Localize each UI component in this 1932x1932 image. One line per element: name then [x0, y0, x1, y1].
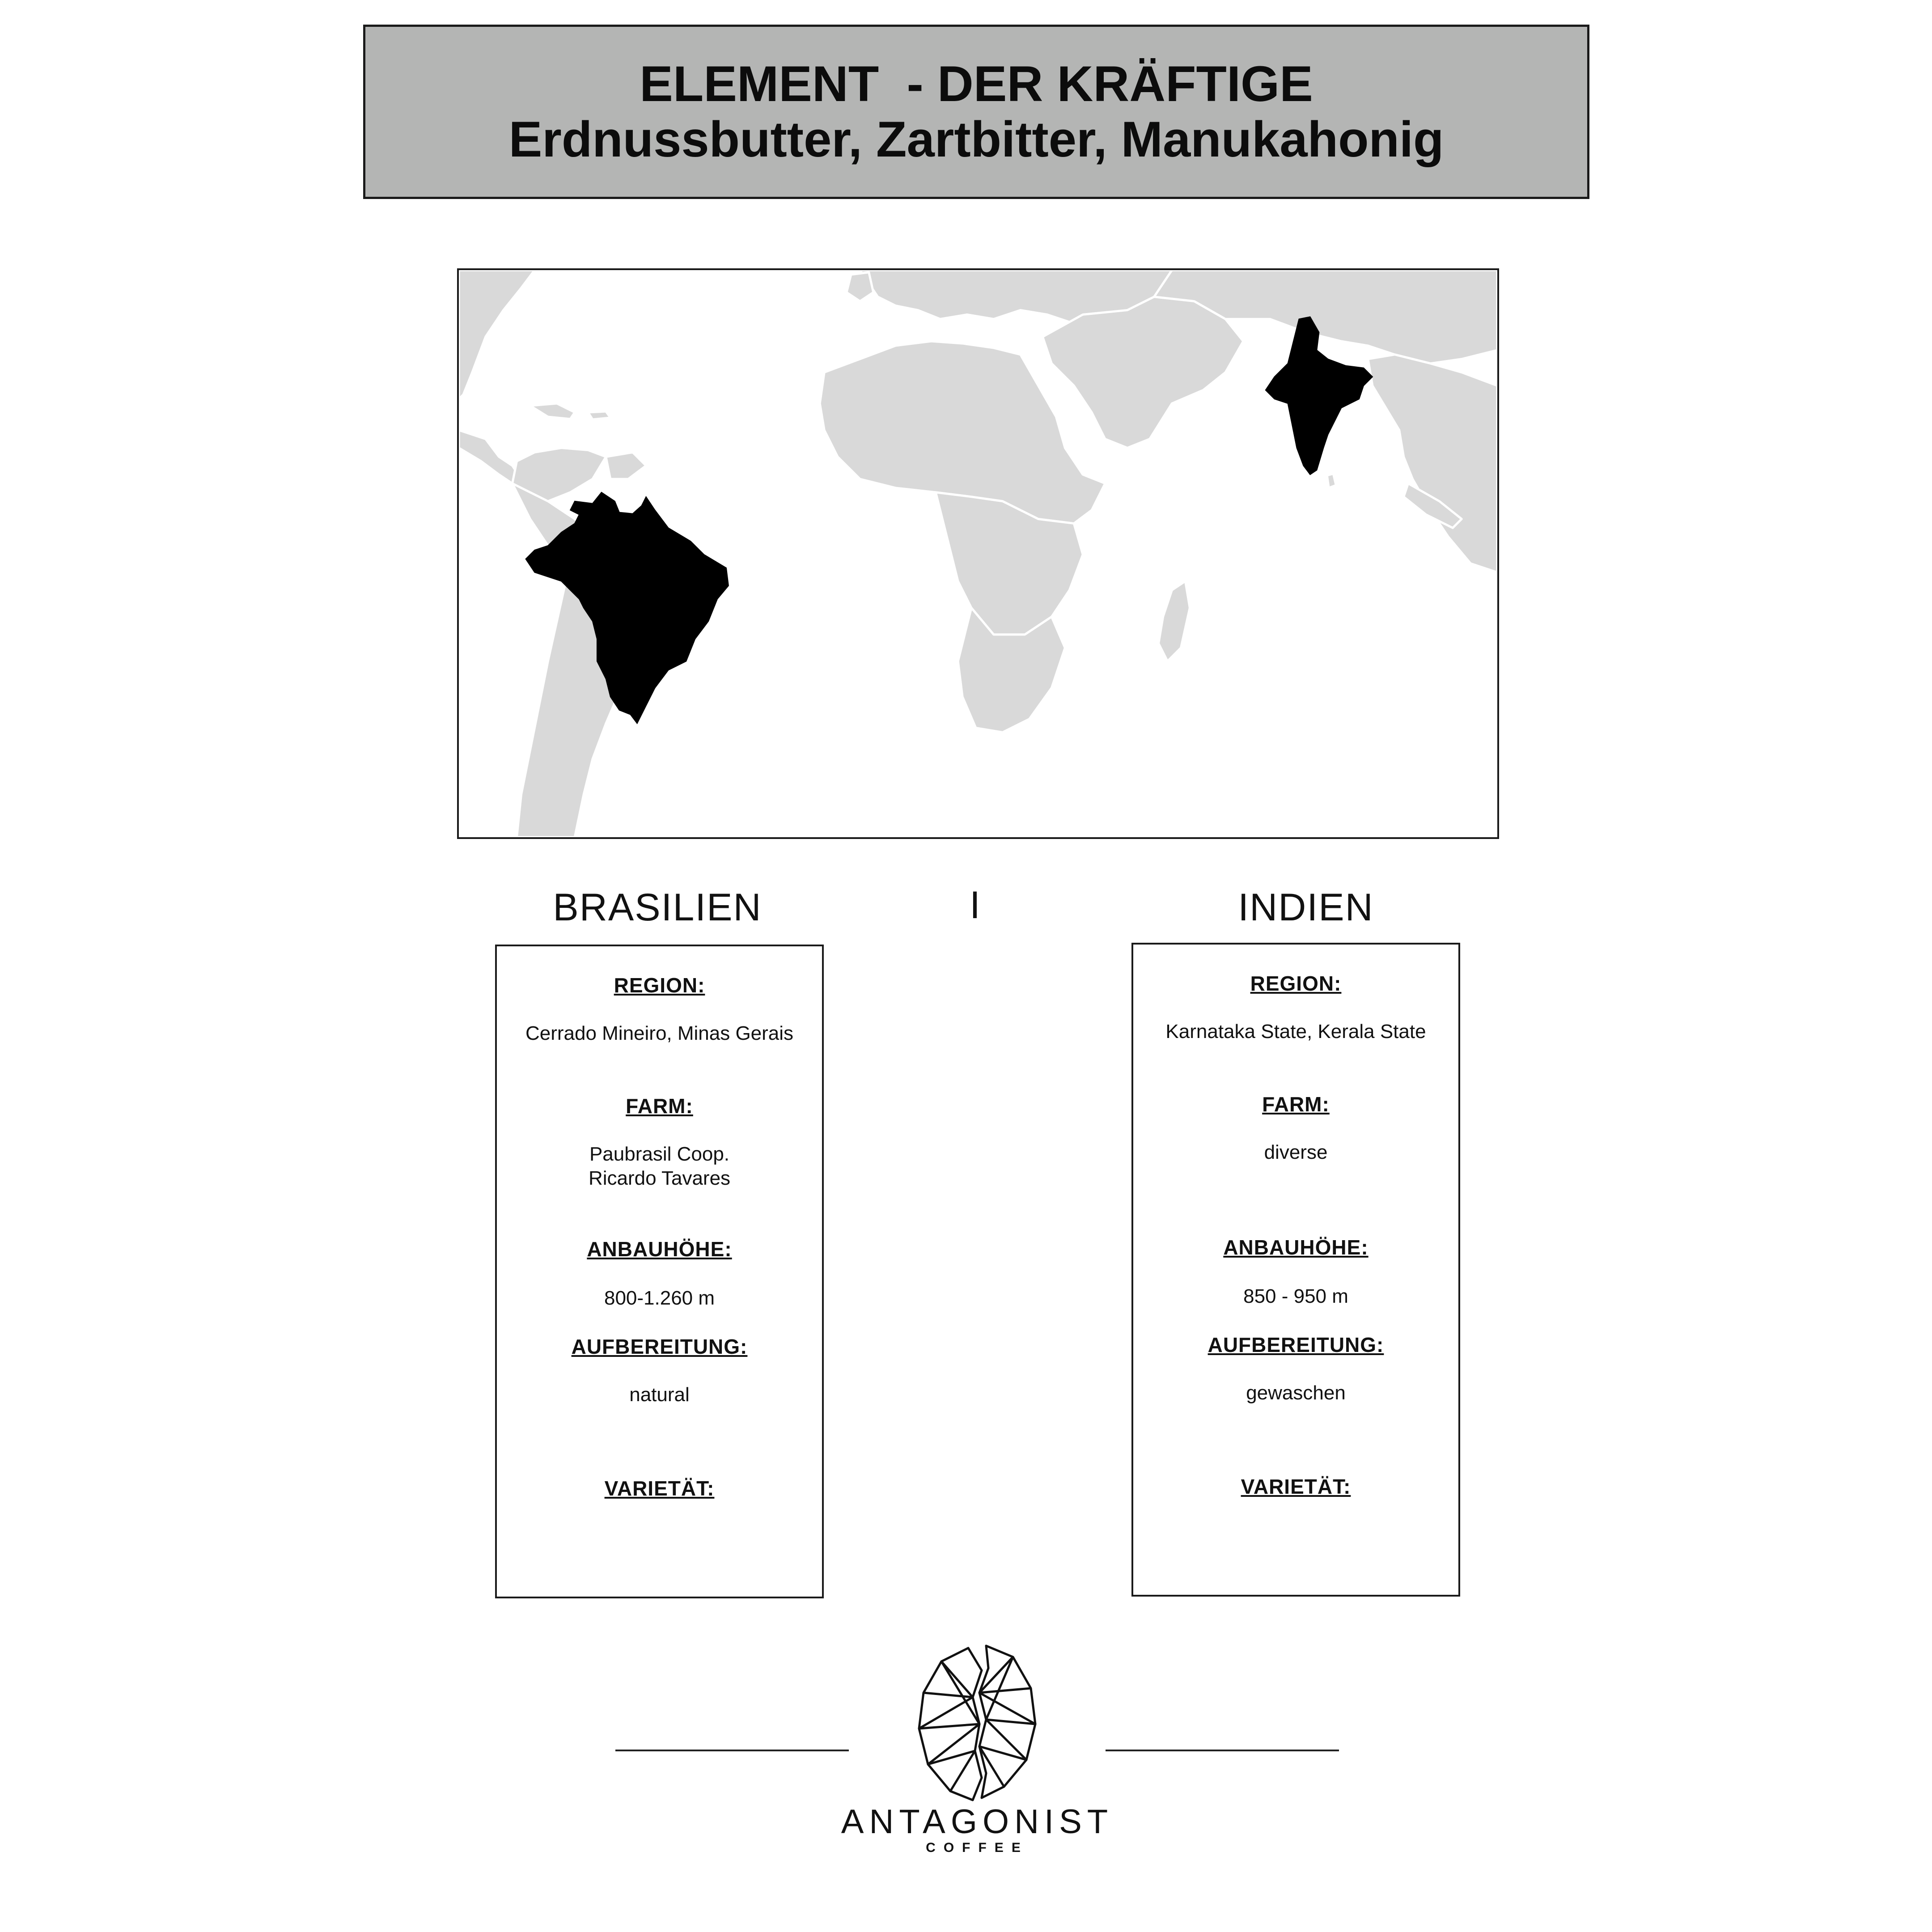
- brand-name: ANTAGONIST: [841, 1803, 1114, 1841]
- variety-label: VARIETÄT:: [1241, 1475, 1351, 1498]
- logo-rule-right: [1106, 1750, 1339, 1751]
- altitude-label: ANBAUHÖHE:: [1223, 1236, 1368, 1259]
- farm-value: Paubrasil Coop. Ricardo Tavares: [588, 1143, 731, 1189]
- caribbean-island-2: [588, 411, 610, 419]
- north-america-landmass: [459, 270, 534, 399]
- flavor-notes: Erdnussbutter, Zartbitter, Manukahonig: [508, 111, 1444, 167]
- region-label: REGION:: [1250, 972, 1342, 995]
- southeast-asia: [1368, 355, 1497, 572]
- altitude-label: ANBAUHÖHE:: [587, 1237, 732, 1261]
- world-map: [457, 268, 1499, 839]
- logo-rule-left: [615, 1750, 849, 1751]
- process-value: gewaschen: [1246, 1382, 1346, 1404]
- coffee-bean-icon: [915, 1644, 1040, 1805]
- farm-label: FARM:: [1262, 1093, 1330, 1116]
- world-map-graphic: [459, 270, 1497, 837]
- country-divider: I: [970, 884, 980, 927]
- origin-card-india: [1131, 943, 1460, 1597]
- product-title: ELEMENT - DER KRÄFTIGE: [640, 56, 1313, 112]
- process-value: natural: [629, 1384, 690, 1406]
- region-value: Cerrado Mineiro, Minas Gerais: [525, 1022, 794, 1044]
- variety-label: VARIETÄT:: [604, 1477, 715, 1500]
- process-label: AUFBEREITUNG:: [571, 1335, 748, 1358]
- middle-east: [1043, 297, 1243, 448]
- farm-label: FARM:: [626, 1094, 693, 1118]
- altitude-value: 800-1.260 m: [604, 1287, 715, 1309]
- brand-subtitle: COFFEE: [926, 1840, 1029, 1855]
- madagascar: [1159, 581, 1190, 661]
- caribbean-islands: [530, 403, 575, 419]
- region-value: Karnataka State, Kerala State: [1165, 1021, 1426, 1042]
- central-america: [459, 430, 521, 483]
- sri-lanka: [1327, 474, 1336, 488]
- title-banner: [363, 25, 1589, 199]
- country-heading-brazil: BRASILIEN: [553, 886, 762, 929]
- origin-card-brazil: [495, 945, 824, 1598]
- uk-island: [847, 272, 873, 301]
- guianas: [606, 452, 646, 479]
- country-heading-india: INDIEN: [1238, 886, 1374, 929]
- altitude-value: 850 - 950 m: [1243, 1285, 1348, 1307]
- process-label: AUFBEREITUNG:: [1208, 1333, 1384, 1356]
- region-label: REGION:: [614, 974, 705, 997]
- farm-value: diverse: [1264, 1141, 1328, 1163]
